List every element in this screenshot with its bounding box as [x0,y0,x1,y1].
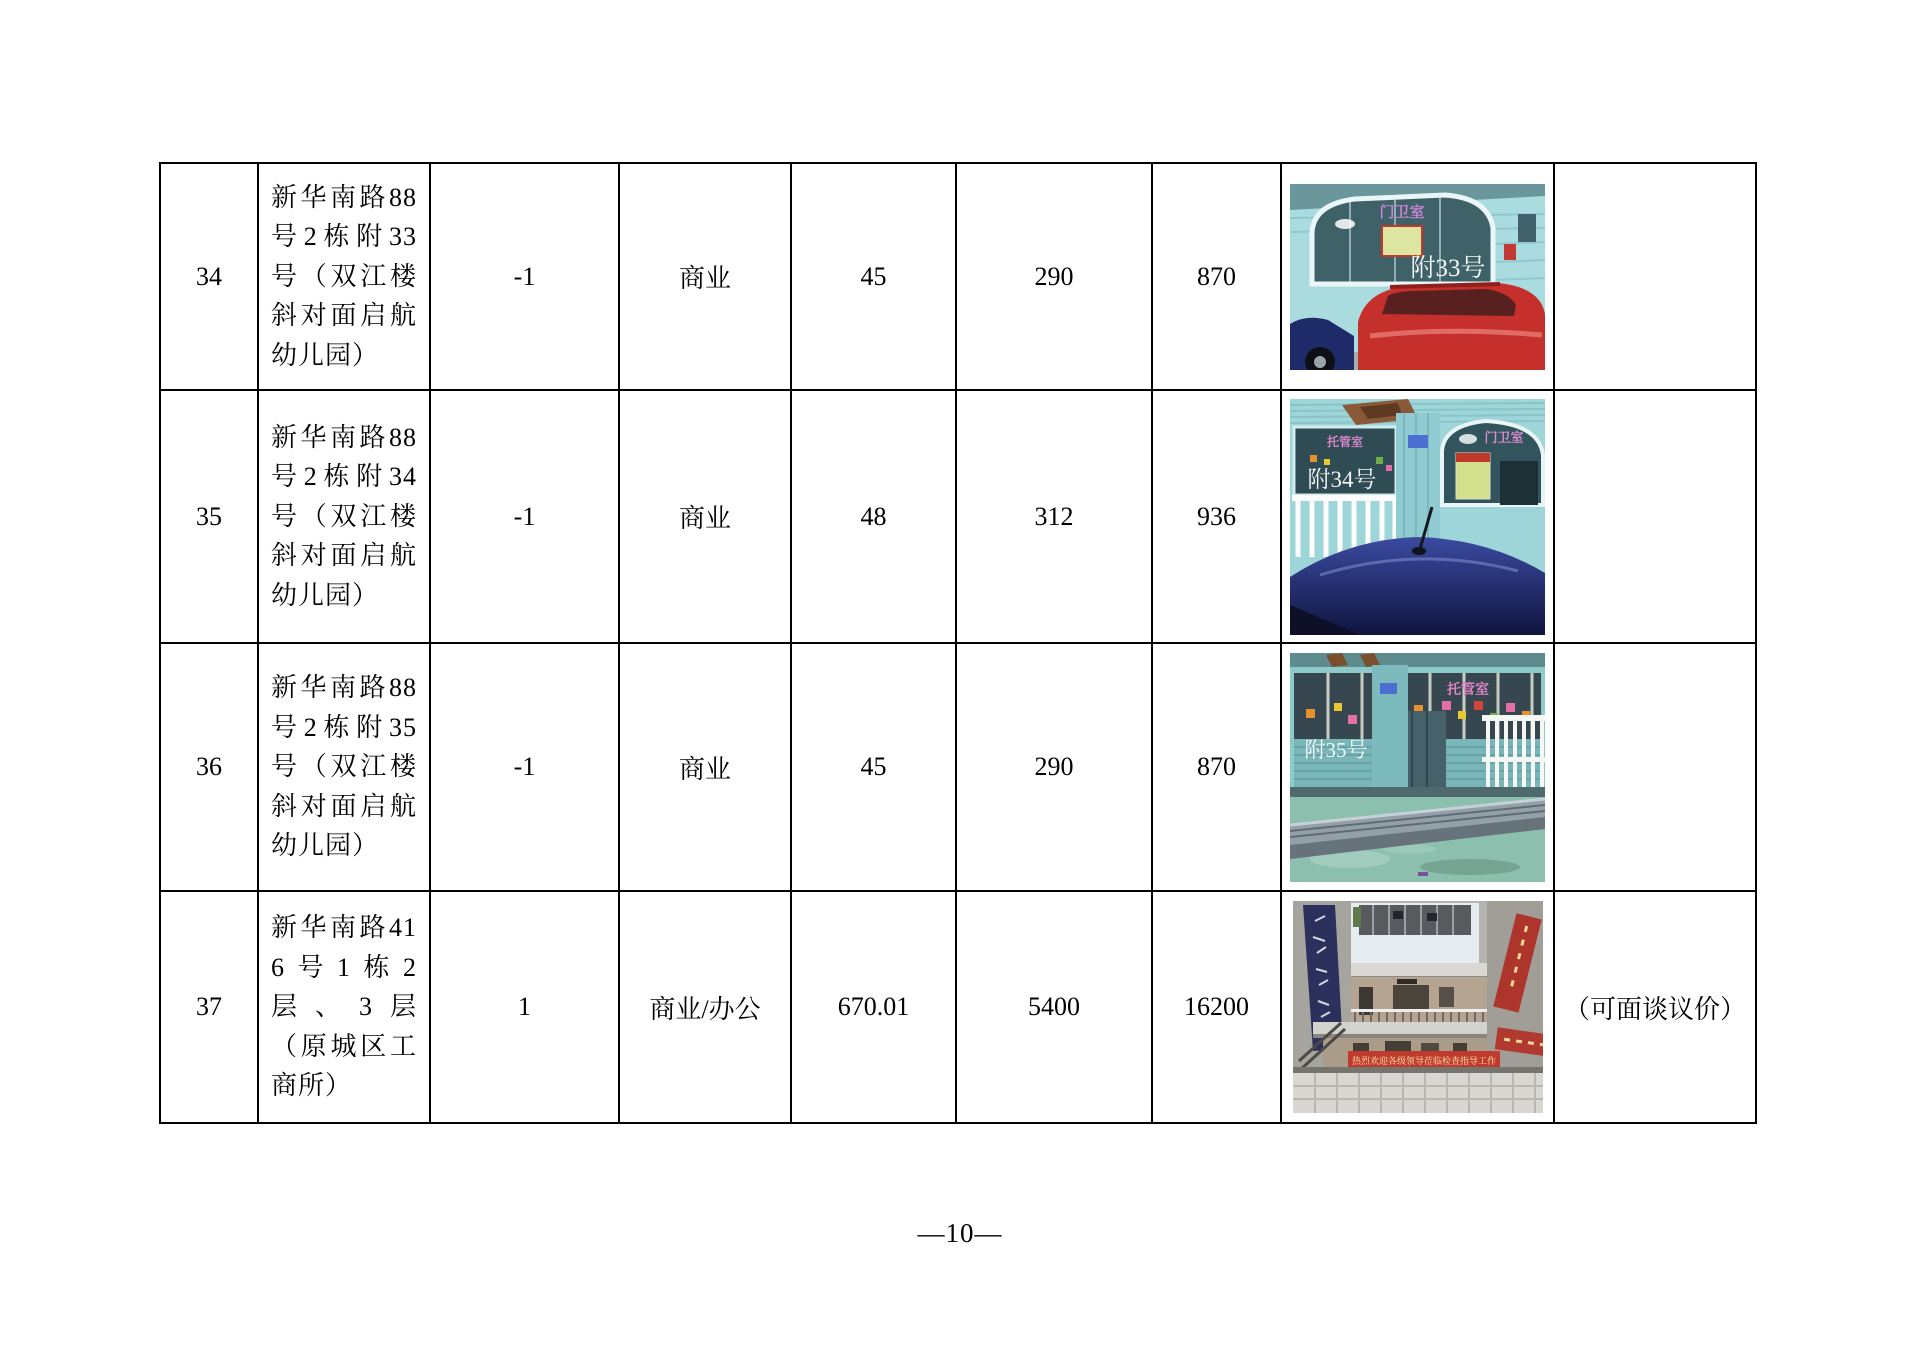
cell-address [258,643,430,891]
cell-address [258,390,430,643]
page-number: —10— [917,1218,1003,1248]
cell-usage: 商业/办公 [619,891,791,1123]
cell-no: 35 [160,390,258,643]
cell-photo [1281,643,1554,891]
cell-no: 36 [160,643,258,891]
unit-number-label: 附33号 [1410,254,1486,282]
table-row [160,643,1756,891]
photo-building-atrium [1293,901,1543,1113]
cell-no: 37 [160,891,258,1123]
cell-rent-annual: 870 [1152,643,1281,891]
cell-no: 34 [160,163,258,390]
cell-photo [1281,390,1554,643]
table-row [160,390,1756,643]
cell-floor: -1 [430,390,619,643]
table-row [160,891,1756,1123]
welcome-banner-text: 热烈欢迎各级领导莅临检查指导工作 [1351,1056,1496,1066]
address-text: 新华南路88号2栋附33号（双江楼斜对面启航幼儿园） [271,182,417,370]
cell-rent-monthly: 290 [956,643,1152,891]
cell-rent-monthly: 312 [956,390,1152,643]
cell-photo [1281,891,1554,1123]
cell-note [1554,163,1756,390]
address-text: 新华南路88号2栋附35号（双江楼斜对面启航幼儿园） [271,673,417,861]
cell-rent-monthly: 5400 [956,891,1152,1123]
cell-rent-annual: 870 [1152,163,1281,390]
cell-rent-annual: 16200 [1152,891,1281,1123]
gatehouse-sign-label: 门卫室 [1484,429,1524,445]
gatehouse-sign-label: 门卫室 [1379,204,1425,221]
cell-note: （可面谈议价） [1554,891,1756,1123]
cell-address [258,891,430,1123]
cell-usage: 商业 [619,390,791,643]
address-text: 新华南路416号1栋2层、3层（原城区工商所） [271,913,417,1101]
address-text: 新华南路88号2栋附34号（双江楼斜对面启航幼儿园） [271,422,417,610]
cell-floor: -1 [430,163,619,390]
rental-listings-table [159,162,1757,1124]
cell-usage: 商业 [619,643,791,891]
cell-floor: 1 [430,891,619,1123]
cell-photo [1281,163,1554,390]
cell-area: 48 [791,390,956,643]
table-row [160,163,1756,390]
photo-storefront-33 [1290,184,1545,370]
photo-storefront-35 [1290,653,1545,882]
cell-rent-monthly: 290 [956,163,1152,390]
daycare-sign-label: 托管室 [1326,434,1364,449]
cell-area: 45 [791,643,956,891]
cell-usage: 商业 [619,163,791,390]
cell-floor: -1 [430,643,619,891]
cell-note [1554,390,1756,643]
photo-storefront-34 [1290,399,1545,635]
daycare-sign-label: 托管室 [1447,682,1489,698]
cell-area: 45 [791,163,956,390]
cell-rent-annual: 936 [1152,390,1281,643]
unit-number-label: 附35号 [1304,737,1368,762]
cell-note [1554,643,1756,891]
unit-number-label: 附34号 [1307,466,1377,492]
cell-address [258,163,430,390]
cell-area: 670.01 [791,891,956,1123]
